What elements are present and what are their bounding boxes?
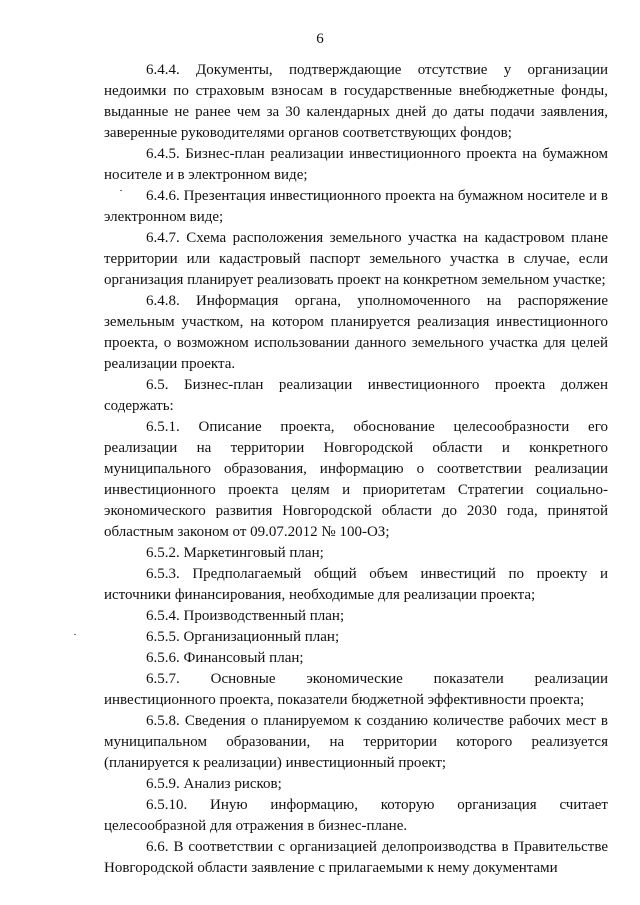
paragraph-6-5-9: 6.5.9. Анализ рисков;	[146, 776, 282, 792]
paragraph-6-4-8: 6.4.8. Информация органа, уполномоченного на распоряжение земельным участком, на котором планируется реализация инвестиционного проекта, о возможном использовании данного земельного участка для целей реализации проекта.	[104, 293, 608, 372]
paragraph-6-5-5: 6.5.5. Организационный план;	[146, 629, 340, 645]
paragraph-6-4-7: 6.4.7. Схема расположения земельного участка на кадастровом плане территории или кадастровый паспорт земельного участка в случае, если организация планирует реализовать проект на конкретном земельном участке;	[104, 230, 608, 288]
paragraph-6-5-8: 6.5.8. Сведения о планируемом к созданию количестве рабочих мест в муниципальном образовании, на территории которого реализуется (планируется к реализации) инвестиционный проект;	[104, 713, 608, 771]
paragraph-6-5-10: 6.5.10. Иную информацию, которую организация считает целесообразной для отражения в бизнес-плане.	[104, 797, 608, 834]
paragraph-6-5-4: 6.5.4. Производственный план;	[146, 608, 345, 624]
paragraph-6-6: 6.6. В соответствии с организацией делопроизводства в Правительстве Новгородской области заявление с прилагаемыми к нему документами	[104, 839, 608, 876]
paragraph-6-5: 6.5. Бизнес-план реализации инвестиционного проекта должен содержать:	[104, 377, 608, 414]
scan-speck	[74, 634, 76, 635]
paragraph-6-5-2: 6.5.2. Маркетинговый план;	[146, 545, 324, 561]
paragraph-6-5-3: 6.5.3. Предполагаемый общий объем инвестиций по проекту и источники финансирования, необходимые для реализации проекта;	[104, 566, 608, 603]
paragraph-6-4-4: 6.4.4. Документы, подтверждающие отсутствие у организации недоимки по страховым взносам в государственные внебюджетные фонды, выданные не ранее чем за 30 календарных дней до даты подачи заявления, заверенные руководителями органов соответствующих фондов;	[104, 62, 608, 141]
paragraph-6-4-5: 6.4.5. Бизнес-план реализации инвестиционного проекта на бумажном носителе и в электронном виде;	[104, 146, 608, 183]
paragraph-6-5-1: 6.5.1. Описание проекта, обоснование целесообразности его реализации на территории Новгородской области и конкретного муниципального образования, информацию о соответствии реализации инвестиционного проекта целям и приоритетам Стратегии социально-экономического развития Новгородской области до 2030 года, принятой областным законом от 09.07.2012 № 100-ОЗ;	[104, 419, 608, 540]
paragraph-6-5-7: 6.5.7. Основные экономические показатели реализации инвестиционного проекта, показатели бюджетной эффективности проекта;	[104, 671, 608, 708]
page-number: 6	[316, 31, 324, 47]
paragraph-6-5-6: 6.5.6. Финансовый план;	[146, 650, 304, 666]
scan-speck	[120, 190, 122, 191]
paragraph-6-4-6: 6.4.6. Презентация инвестиционного проекта на бумажном носителе и в электронном виде;	[104, 188, 608, 225]
document-body	[104, 60, 608, 879]
